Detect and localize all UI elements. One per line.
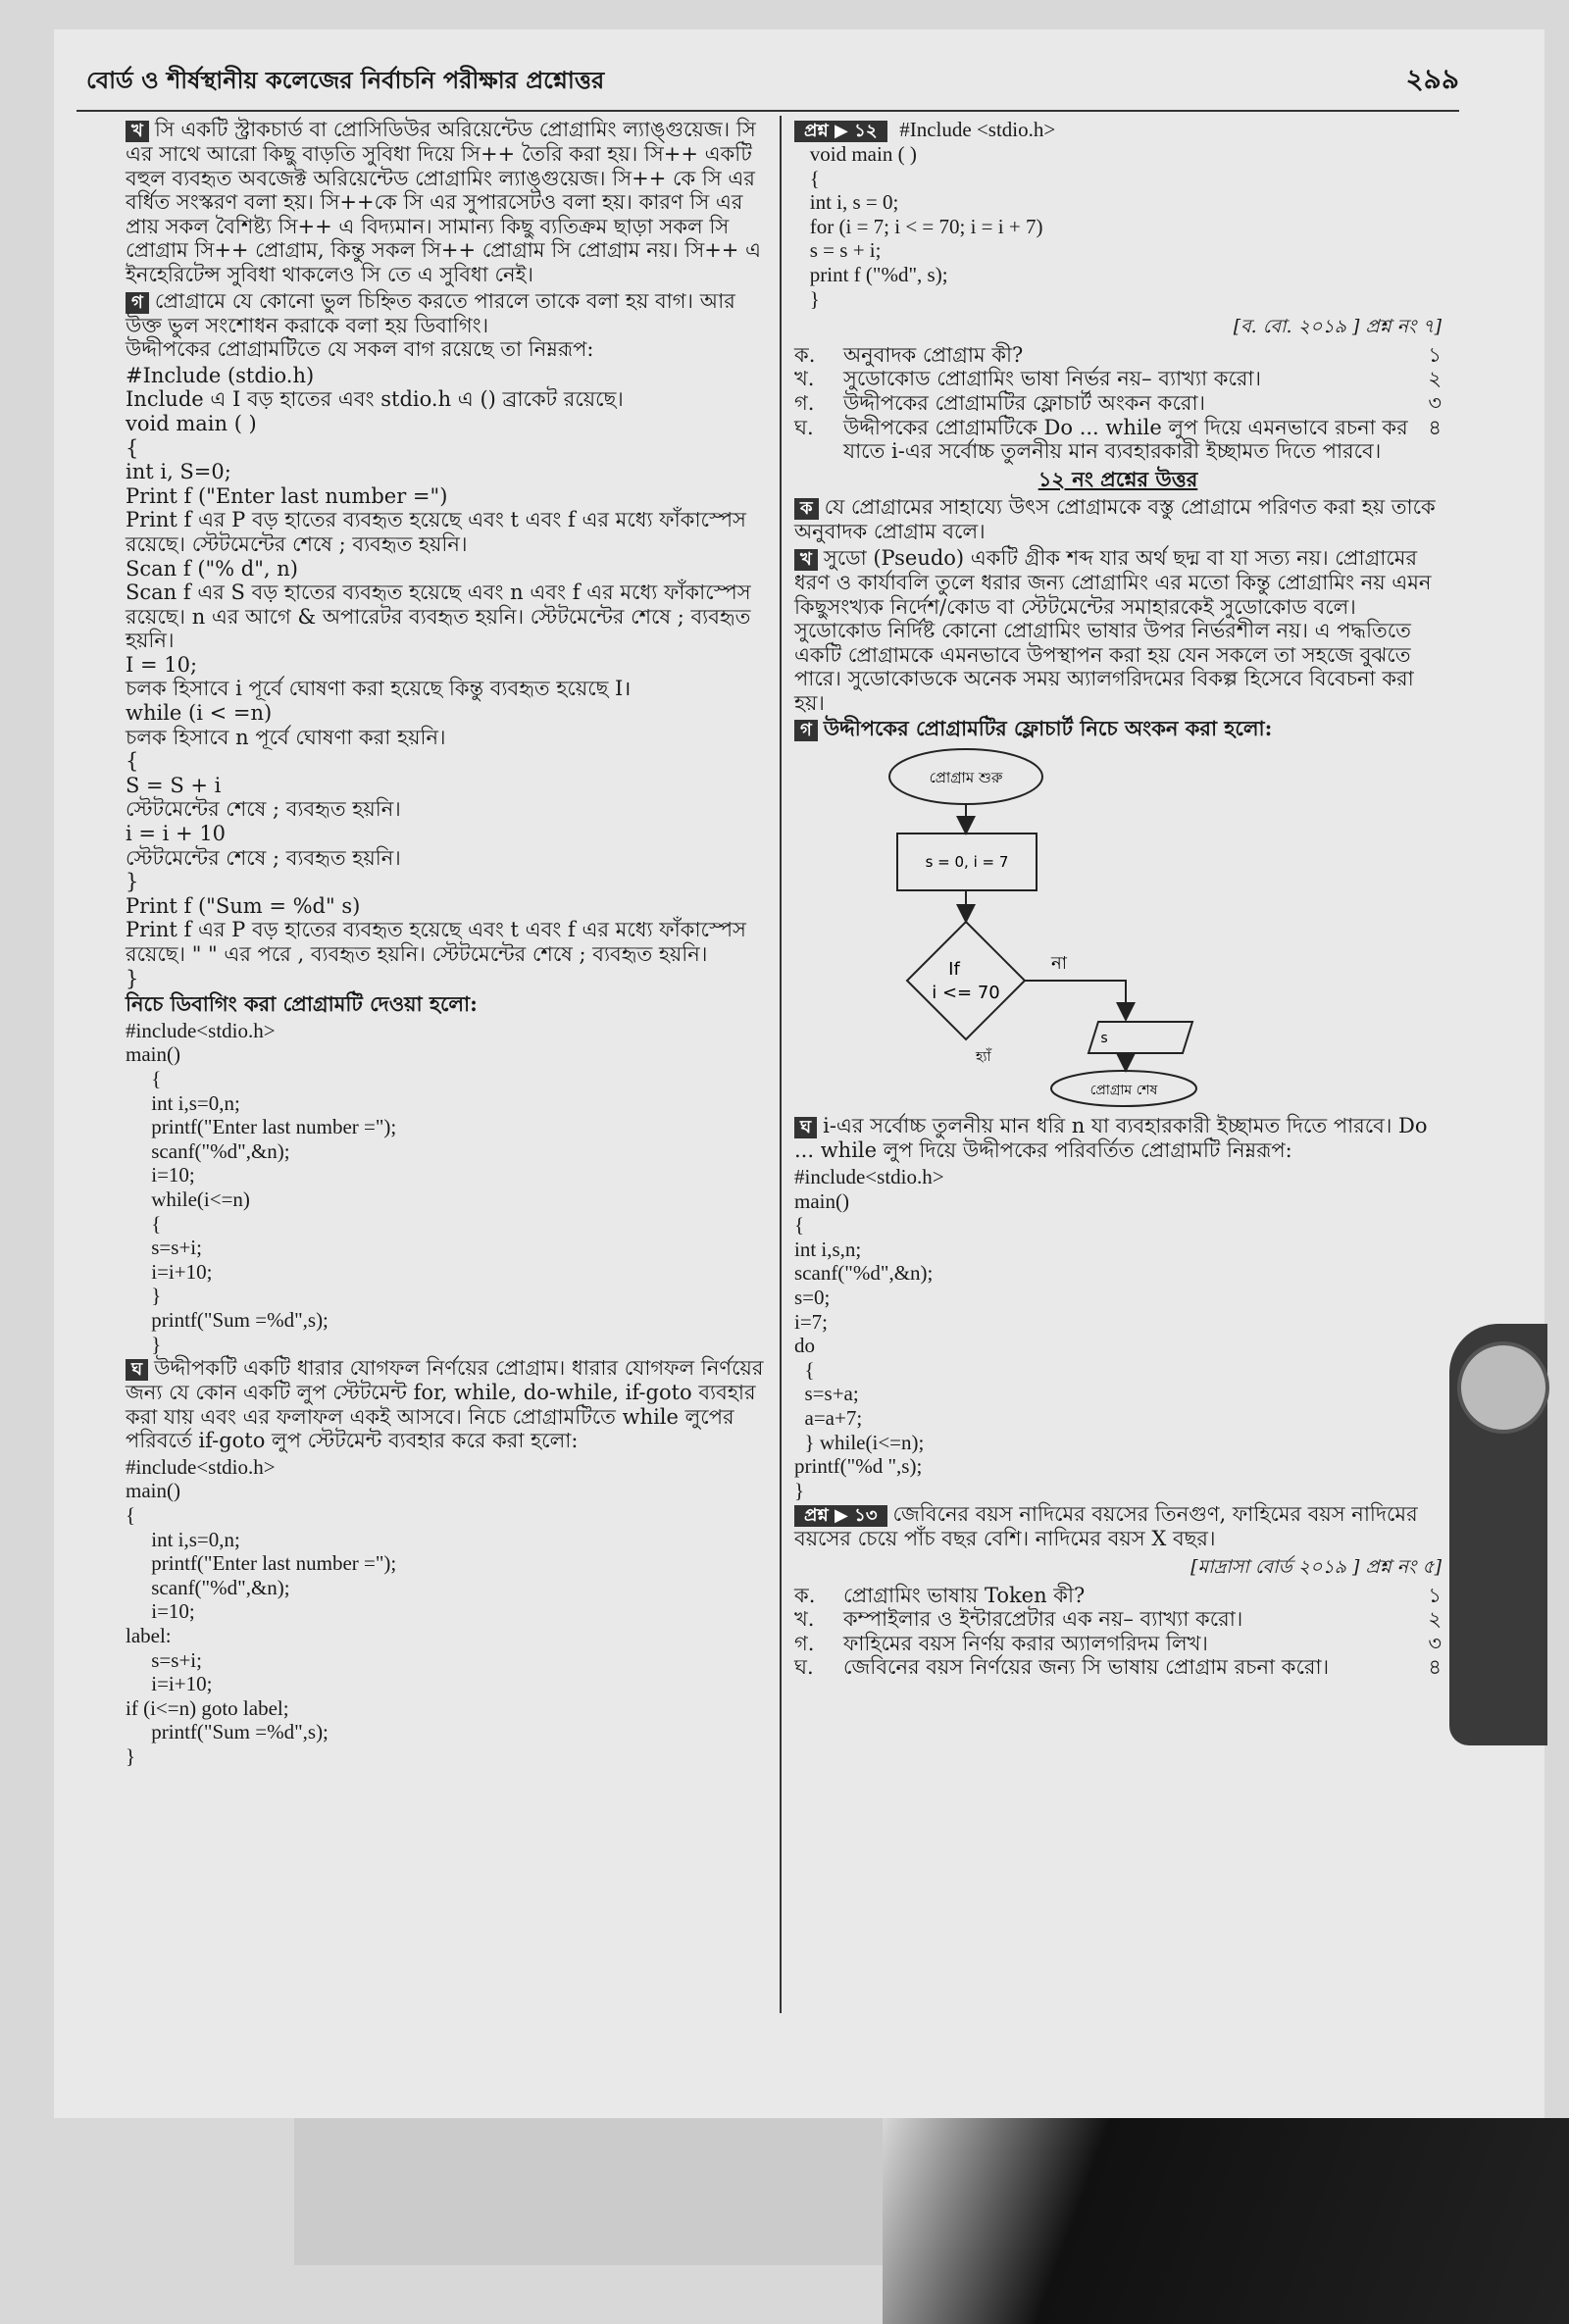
cond-label-1: If — [948, 959, 960, 981]
part-mark: ৪ — [1428, 1655, 1442, 1680]
page-header — [76, 59, 1459, 112]
answer-tag: ঘ — [794, 1117, 817, 1138]
question-part — [794, 367, 1442, 391]
answer-kha — [794, 546, 1442, 716]
part-mark: ২ — [1428, 367, 1442, 391]
part-text: জেবিনের বয়স নির্ণয়ের জন্য সি ভাষায় প্রোগ্রাম রচনা করো। — [843, 1655, 1330, 1680]
debug-intro: নিচে ডিবাগিং করা প্রোগ্রামটি দেওয়া হলো: — [126, 991, 478, 1017]
question-12-parts — [794, 343, 1442, 464]
question-part — [794, 1584, 1442, 1608]
left-column — [126, 118, 773, 1769]
answer-heading: ১২ নং প্রশ্নের উত্তর — [1038, 466, 1198, 491]
question-13-source: [মাদ্রাসা বোর্ড ২০১৯ ] প্রশ্ন নং ৫] — [1190, 1555, 1442, 1578]
answer-ga — [794, 717, 1442, 741]
question-12-code: #Include <stdio.h> void main ( ) { int i, s = 0; for (i = 7; i < = 70; i = i + 7) s = s + i; print f ("%d", s); } — [809, 118, 1056, 311]
part-mark: ৪ — [1428, 415, 1442, 439]
question-tag: প্রশ্ন ▶ ১৩ — [794, 1505, 887, 1527]
answer-text: উদ্দীপকটি একটি ধারার যোগফল নির্ণয়ের প্রোগ্রাম। ধারার যোগফল নির্ণয়ের জন্য যে কোন একটি লুপ স্টেটমেন্ট for, while, do-while, if-goto ব্যবহার করা যায় এবং এর ফলাফল একই আসবে। নিচে প্রোগ্রামটিতে while লুপের পরিবর্তে if-goto লুপ স্টেটমেন্ট ব্যবহার করে করা হলো: — [126, 1356, 771, 1453]
part-mark: ৩ — [1428, 390, 1442, 415]
part-label: খ. — [794, 1607, 815, 1632]
answer-gha — [794, 1114, 1442, 1163]
question-part — [794, 343, 1442, 368]
question-part — [794, 1607, 1442, 1632]
part-label: খ. — [794, 367, 815, 391]
side-tab-badge — [1449, 1324, 1547, 1745]
scan-shadow — [883, 2118, 1569, 2324]
answer-tag: খ — [126, 121, 149, 142]
condition-decision — [907, 922, 1025, 1039]
part-label: ঘ. — [794, 415, 814, 439]
part-text: অনুবাদক প্রোগ্রাম কী? — [843, 342, 1024, 367]
answer-text: সি একটি স্ট্রাকচার্ড বা প্রোসিডিউর অরিয়েন্টেড প্রোগ্রামিং ল্যাঙ্গুয়েজ। সি এর সাথে আরো কিছু বাড়তি সুবিধা দিয়ে সি++ তৈরি করা হয়। সি++ একটি বহুল ব্যবহৃত অবজেক্ট অরিয়েন্টেড প্রোগ্রামিং ল্যাঙ্গুয়েজ। সি++ কে সি এর বর্ধিত সংস্করণ বলা হয়। সি++কে সি এর সুপারসেটও বলা হয়। কারণ সি এর প্রায় সকল বৈশিষ্ট্য সি++ এ বিদ্যমান। সামান্য কিছু ব্যতিক্রম ছাড়া সকল সি প্রোগ্রাম সি++ প্রোগ্রাম, কিন্তু সকল সি++ প্রোগ্রাম সি প্রোগ্রাম নয়। সি++ এ ইনহেরিটেন্স সুবিধা থাকলেও সি তে এ সুবিধা নেই। — [126, 118, 768, 286]
part-text: ফাহিমের বয়স নির্ণয় করার অ্যালগরিদম লিখ। — [843, 1631, 1208, 1655]
part-text: প্রোগ্রামিং ভাষায় Token কী? — [843, 1583, 1086, 1607]
part-mark: ২ — [1428, 1607, 1442, 1632]
part-label: গ. — [794, 1631, 815, 1655]
running-title: বোর্ড ও শীর্ষস্থানীয় কলেজের নির্বাচনি পরীক্ষার প্রশ্নোত্তর — [86, 66, 605, 94]
answer-tag: ঘ — [126, 1359, 148, 1381]
part-label: গ. — [794, 390, 815, 415]
part-mark: ১ — [1428, 342, 1442, 367]
part-label: ঘ. — [794, 1655, 814, 1680]
no-label: না — [1051, 953, 1067, 975]
flowchart — [794, 747, 1206, 1110]
question-12 — [794, 118, 1442, 311]
start-label: প্রোগ্রাম শুরু — [929, 769, 1003, 787]
part-text: উদ্দীপকের প্রোগ্রামটির ফ্লোচার্ট অংকন করো। — [843, 390, 1206, 415]
debugged-code: #include<stdio.h> main() { int i,s=0,n; printf("Enter last number ="); scanf("%d",&n); i=10; while(i<=n) { s=s+i; i=i+10; } printf("Sum =%d",s); } — [126, 1018, 397, 1356]
answer-text: যে প্রোগ্রামের সাহায্যে উৎস প্রোগ্রামকে বস্তু প্রোগ্রামে পরিণত করা হয় তাকে অনুবাদক প্রোগ্রাম বলে। — [794, 495, 1442, 544]
answer-tag: ক — [794, 498, 819, 520]
question-part — [794, 416, 1442, 464]
init-label: s = 0, i = 7 — [925, 853, 1009, 872]
scan-bleed — [294, 2118, 883, 2265]
answer-text: i-এর সর্বোচ্চ তুলনীয় মান ধরি n যা ব্যবহারকারী ইচ্ছামত দিতে পারবে। Do ... while লুপ দিয়ে উদ্দীপকের পরিবর্তিত প্রোগ্রামটি নিম্নরূপ: — [794, 1114, 1435, 1163]
part-text: কম্পাইলার ও ইন্টারপ্রেটার এক নয়– ব্যাখ্যা করো। — [843, 1607, 1243, 1632]
question-part — [794, 391, 1442, 416]
end-label: প্রোগ্রাম শেষ — [1089, 1083, 1158, 1099]
question-tag: প্রশ্ন ▶ ১২ — [794, 121, 887, 142]
cond-label-2: i <= 70 — [932, 983, 1000, 1004]
answer-text: প্রোগ্রামে যে কোনো ভুল চিহ্নিত করতে পারলে তাকে বলা হয় বাগ। আর উক্ত ভুল সংশোধন করাকে বলা হয় ডিবাগিং। উদ্দীপকের প্রোগ্রামটিতে যে সকল বাগ রয়েছে তা নিম্নরূপ: — [126, 288, 735, 362]
answer-ga — [126, 289, 773, 362]
dowhile-code: #include<stdio.h> main() { int i,s,n; scanf("%d",&n); s=0; i=7; do { s=s+a; a=a+7; } while(i<=n); printf("%d ",s); } — [794, 1165, 944, 1502]
part-mark: ৩ — [1428, 1631, 1442, 1655]
page-number: ২৯৯ — [1405, 63, 1459, 95]
answer-tag: খ — [794, 549, 818, 571]
part-label: ক. — [794, 1583, 816, 1607]
answer-text: সুডো (Pseudo) একটি গ্রীক শব্দ যার অর্থ ছদ্ম বা যা সত্য নয়। প্রোগ্রামের ধরণ ও কার্যাবলি তুলে ধরার জন্য প্রোগ্রামিং এর মতো কিন্তু প্রোগ্রামিং নয় এমন কিছুসংখ্যক নির্দেশ/কোড বা স্টেটমেন্টের সমাহারকেই সুডোকোড বলে। সুডোকোড নির্দিষ্ট কোনো প্রোগ্রামিং ভাষার উপর নির্ভরশীল নয়। এ পদ্ধতিতে একটি প্রোগ্রামকে এমনভাবে উপস্থাপন করা হয় যেন সকলে তা সহজে বুঝতে পারে। সুডোকোডকে অনেক সময় অ্যালগরিদমের বিকল্প হিসেবে বিবেচনা করা হয়। — [794, 545, 1439, 715]
part-mark: ১ — [1428, 1583, 1442, 1607]
answer-kha — [126, 118, 773, 287]
question-13-parts — [794, 1584, 1442, 1680]
bug-list: #Include (stdio.h) Include এ I বড় হাতের এবং stdio.h এ () ব্রাকেট রয়েছে। void main ( ) { int i, S=0; Print f ("Enter last number =") Print f এর P বড় হাতের ব্যবহৃত হয়েছে এবং t এবং f এর মধ্যে ফাঁকাস্পেস রয়েছে। স্টেটমেন্টের শেষে ; ব্যবহৃত হয়নি। Scan f ("% d", n) Scan f এর S বড় হাতের ব্যবহৃত হয়েছে এবং n এবং f এর মধ্যে ফাঁকাস্পেস রয়েছে। n এর আগে & অপারেটর ব্যবহৃত হয়নি। স্টেটমেন্টের শেষে ; ব্যবহৃত হয়নি। I = 10; চলক হিসাবে i পূর্বে ঘোষণা করা হয়েছে কিন্তু ব্যবহৃত হয়েছে I। while (i < =n) চলক হিসাবে n পূর্বে ঘোষণা করা হয়নি। { S = S + i স্টেটমেন্টের শেষে ; ব্যবহৃত হয়নি। i = i + 10 স্টেটমেন্টের শেষে ; ব্যবহৃত হয়নি। } Print f ("Sum = %d" s) Print f এর P বড় হাতের ব্যবহৃত হয়েছে এবং t এবং f এর মধ্যে ফাঁকাস্পেস রয়েছে। " " এর পরে , ব্যবহৃত হয়নি। স্টেটমেন্টের শেষে ; ব্যবহৃত হয়নি। } — [126, 363, 751, 990]
question-13 — [794, 1502, 1442, 1551]
question-13-text: জেবিনের বয়স নাদিমের বয়সের তিনগুণ, ফাহিমের বয়স নাদিমের বয়সের চেয়ে পাঁচ বছর বেশি। নাদিমের বয়স X বছর। — [794, 1502, 1425, 1551]
goto-code: #include<stdio.h> main() { int i,s=0,n; printf("Enter last number ="); scanf("%d",&n); i=10; label: s=s+i; i=i+10; if (i<=n) goto label; printf("Sum =%d",s); } — [126, 1454, 397, 1768]
question-part — [794, 1655, 1442, 1680]
output-label: s — [1100, 1031, 1108, 1047]
part-label: ক. — [794, 342, 816, 367]
part-text: সুডোকোড প্রোগ্রামিং ভাষা নির্ভর নয়– ব্যাখ্যা করো। — [843, 367, 1262, 391]
answer-tag: গ — [126, 292, 149, 314]
part-text: উদ্দীপকের প্রোগ্রামটিকে Do ... while লুপ দিয়ে এমনভাবে রচনা কর যাতে i-এর সর্বোচ্চ তুলনীয় মান ব্যবহারকারী ইচ্ছামত দিতে পারবে। — [843, 415, 1408, 464]
answer-tag: গ — [794, 720, 818, 741]
right-column — [794, 118, 1442, 1680]
answer-ka — [794, 495, 1442, 544]
yes-label: হ্যাঁ — [976, 1049, 991, 1066]
answer-text: উদ্দীপকের প্রোগ্রামটির ফ্লোচার্ট নিচে অংকন করা হলো: — [823, 716, 1273, 741]
answer-gha — [126, 1356, 773, 1453]
question-part — [794, 1632, 1442, 1656]
badge-emblem — [1457, 1341, 1549, 1434]
question-12-source: [ব. বো. ২০১৯ ] প্রশ্ন নং ৭] — [1233, 316, 1442, 338]
column-divider — [780, 116, 782, 2013]
